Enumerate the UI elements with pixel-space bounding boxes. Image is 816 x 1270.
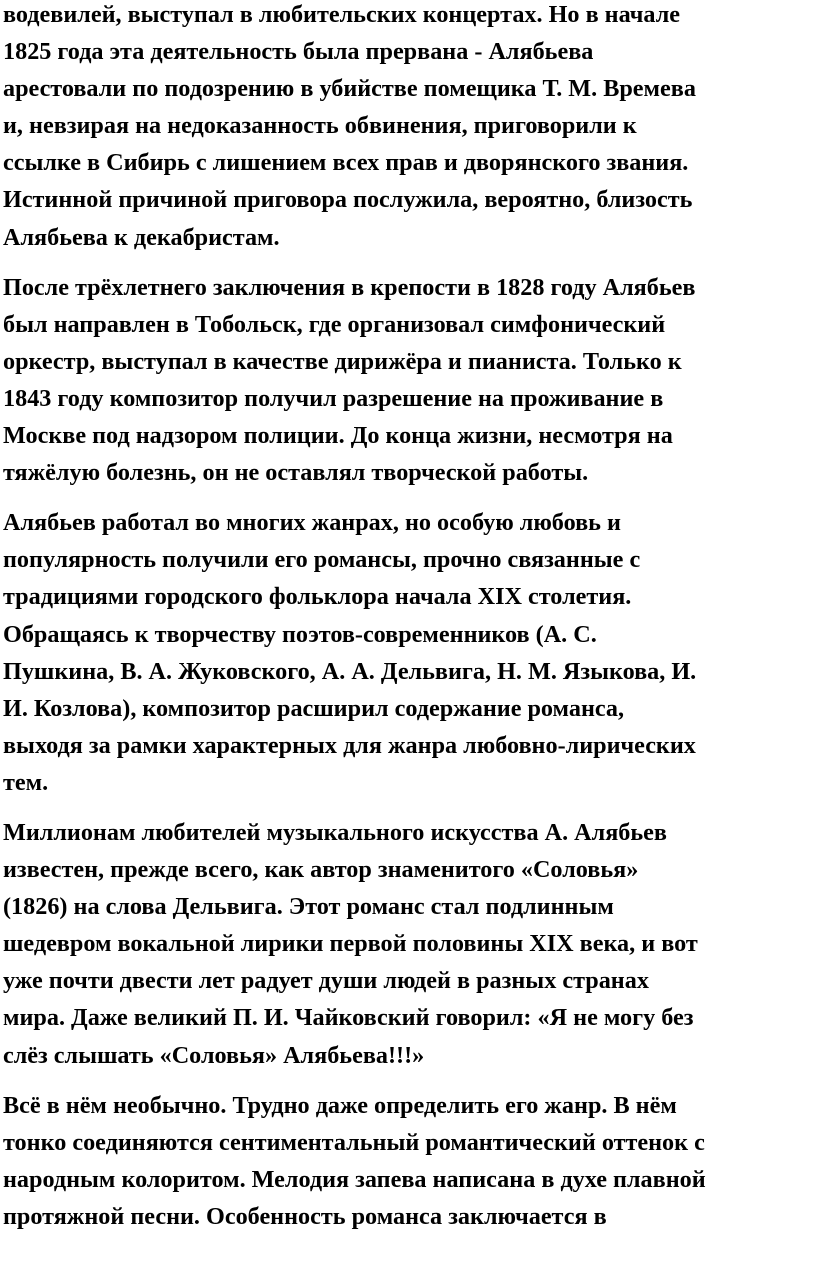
text-line: водевилей, выступал в любительских концертах. Но в начале	[3, 1, 681, 28]
text-line: (1826) на слова Дельвига. Этот романс стал подлинным	[3, 893, 614, 921]
text-line: Пушкина, В. А. Жуковского, А. А. Дельвига, Н. М. Языкова, И.	[3, 657, 697, 685]
text-line: 1843 году композитор получил разрешение на проживание в	[3, 384, 664, 412]
text-line: тонко соединяются сентиментальный романтический оттенок с	[3, 1128, 705, 1156]
text-line: Обращаясь к творчеству поэтов-современников (А. С.	[3, 620, 597, 648]
text-line: тем.	[3, 768, 49, 796]
text-line: тяжёлую болезнь, он не оставлял творческой работы.	[3, 459, 589, 487]
text-line: Миллионам любителей музыкального искусства А. Алябьев	[3, 818, 667, 846]
text-line: и, невзирая на недоказанность обвинения, приговорили к	[3, 112, 637, 140]
text-line: ссылке в Сибирь с лишением всех прав и дворянского звания.	[3, 149, 689, 177]
paragraph-romances	[3, 504, 816, 801]
text-line: шедевром вокальной лирики первой половины XIX века, и вот	[3, 930, 698, 958]
text-line: Истинной причиной приговора послужила, вероятно, близость	[3, 186, 693, 214]
paragraph-arrest	[3, 0, 816, 256]
paragraph-tobolsk	[3, 269, 816, 492]
text-line: был направлен в Тобольск, где организовал симфонический	[3, 310, 666, 338]
text-line: После трёхлетнего заключения в крепости в 1828 году Алябьев	[3, 273, 696, 301]
text-line: слёз слышать «Соловья» Алябьева!!!»	[3, 1041, 425, 1069]
text-line: оркестр, выступал в качестве дирижёра и пианиста. Только к	[3, 347, 682, 375]
text-line: уже почти двести лет радует души людей в разных странах	[3, 967, 649, 995]
text-line: протяжной песни. Особенность романса заключается в	[3, 1202, 607, 1230]
text-line: Алябьева к декабристам.	[3, 223, 280, 251]
text-line: Всё в нём необычно. Трудно даже определить его жанр. В нём	[3, 1091, 677, 1119]
text-line: народным колоритом. Мелодия запева написана в духе плавной	[3, 1165, 706, 1193]
paragraph-genre	[3, 1087, 816, 1235]
paragraph-nightingale	[3, 814, 816, 1074]
text-line: традициями городского фольклора начала XIX столетия.	[3, 583, 632, 611]
text-line: И. Козлова), композитор расширил содержание романса,	[3, 694, 625, 722]
text-line: Москве под надзором полиции. До конца жизни, несмотря на	[3, 422, 673, 450]
text-line: мира. Даже великий П. И. Чайковский говорил: «Я не могу без	[3, 1004, 694, 1032]
text-line: выходя за рамки характерных для жанра любовно-лирических	[3, 731, 696, 759]
text-line: известен, прежде всего, как автор знаменитого «Соловья»	[3, 856, 639, 884]
text-line: 1825 года эта деятельность была прервана - Алябьева	[3, 38, 594, 66]
text-line: Алябьев работал во многих жанрах, но особую любовь и	[3, 509, 621, 537]
text-line: арестовали по подозрению в убийстве помещика Т. М. Времева	[3, 75, 696, 103]
text-line: популярность получили его романсы, прочно связанные с	[3, 546, 641, 574]
